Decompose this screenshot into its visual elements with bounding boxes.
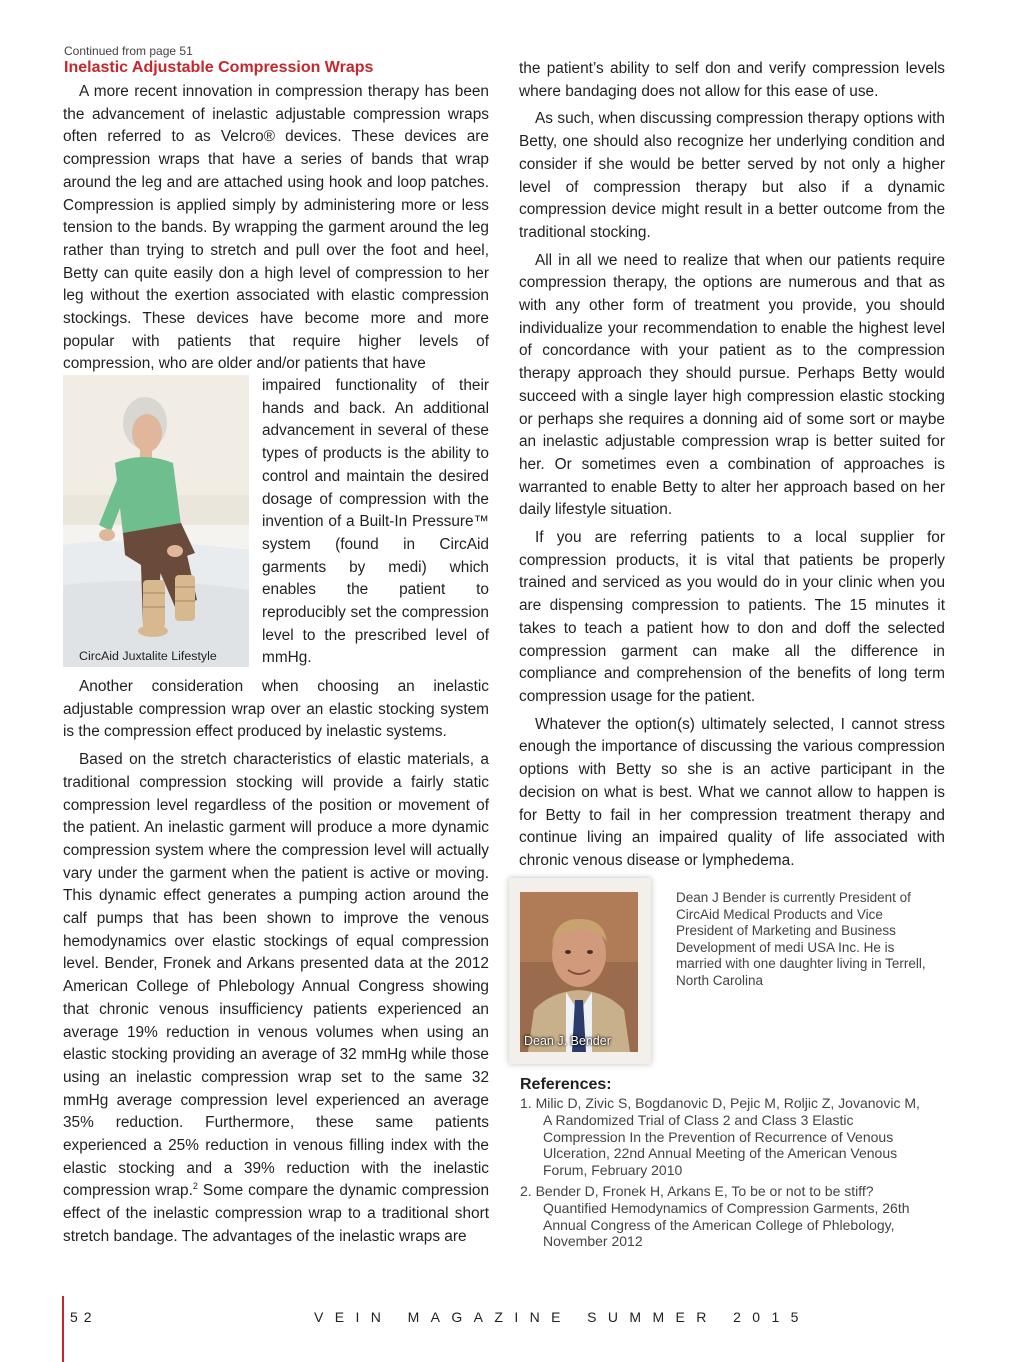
paragraph-stretch-text-a: Based on the stretch characteristics of elastic materials, a traditional compression stocking will provide a fairly static compression level regardless of the position or movement of the patient. An inelastic garment will produce a more dynamic compression system where the compression level will actually vary under the garment when the patient is active or moving. This dynamic effect generates a pumping action around the calf pumps that has been shown to improve the venous hemodynamics over elastic stockings of equal compression level. Bender, Fronek and Arkans presented data at the 2012 American College of Phlebology Annual Congress showing that chronic venous insufficiency patients experienced an average 19% reduction in venous volumes when using an elastic stocking providing an average of 32 mmHg while those using an inelastic compression wrap set to the same 32 mmHg average compression level experienced an average 35% reduction. Furthermore, these same patients experienced a 25% reduction in venous filling index with the elastic stocking and a 39% reduction with the inelastic compression wrap. bbox=[63, 751, 489, 1200]
author-photo bbox=[520, 892, 638, 1052]
reference-superscript: 2 bbox=[192, 1181, 198, 1192]
footer-magazine-title: VEIN MAGAZINE SUMMER 2015 bbox=[314, 1309, 810, 1325]
reference-item: 2. Bender D, Fronek H, Arkans E, To be or not to be stiff? Quantified Hemodynamics of Compression Garments, 26th Annual Congress of the American College of Phlebology, November 2012 bbox=[520, 1182, 910, 1250]
paragraph-another-consideration: Another consideration when choosing an inelastic adjustable compression wrap over an elastic stocking system is the compression effect produced by inelastic systems. bbox=[63, 678, 489, 741]
author-photo-caption: Dean J. Bender bbox=[524, 1034, 611, 1048]
paragraph-self-don: the patient’s ability to self don and verify compression levels where bandaging does not allow for this ease of use. bbox=[519, 60, 945, 100]
paragraph-whatever-option: Whatever the option(s) ultimately selected, I cannot stress enough the importance of discussing the various compression options with Betty so she is an active participant in the decision on what is best. What we cannot allow to happen is for Betty to fail in her compression treatment therapy and continue living an impaired quality of life associated with chronic venous disease or lymphedema. bbox=[519, 715, 945, 869]
references-list bbox=[520, 1095, 920, 1254]
photo-caption: CircAid Juxtalite Lifestyle bbox=[79, 649, 217, 663]
text-beside-photo bbox=[262, 375, 489, 670]
reference-item: 1. Milic D, Zivic S, Bogdanovic D, Pejic M, Roljic Z, Jovanovic M, A Randomized Trial of Class 2 and Class 3 Elastic Compression In the Prevention of Recurrence of Venous Ulceration, 22nd Annual Meeting of the American Venous Forum, February 2010 bbox=[520, 1095, 920, 1179]
paragraph-inelastic-intro-continued: impaired functionality of their hands and back. An additional advancement in several of these types of products is the ability to control and maintain the desired dosage of compression with the invention of a Built-In Pressure™ system (found in CircAid garments by medi) which enables the patient to reproducibly set the compression level to the prescribed level of mmHg. bbox=[262, 377, 489, 667]
paragraph-stretch-characteristics bbox=[63, 749, 489, 1248]
footer-accent-bar bbox=[62, 1296, 64, 1362]
left-column-top bbox=[63, 81, 489, 376]
paragraph-referring-patients: If you are referring patients to a local supplier for compression products, it is vital that patients be properly trained and serviced as you would do in your clinic when you are dispensing compression to patients. The 15 minutes it takes to teach a patient how to don and doff the selected compression garment can make all the difference in compliance and comprehension of the benefits of long term compression usage for the patient. bbox=[519, 529, 945, 705]
right-column bbox=[519, 58, 945, 873]
author-bio: Dean J Bender is currently President of CircAid Medical Products and Vice President of Marketing and Business Development of medi USA Inc. He is married with one daughter living in Terrell, North Carolina bbox=[676, 890, 926, 988]
circaid-lifestyle-photo bbox=[63, 375, 249, 667]
paragraph-stretch-text-b: Some compare the dynamic compression effect of the inelastic compression wrap to a traditional short stretch bandage. The advantages of the inelastic wraps are bbox=[63, 1182, 489, 1245]
continued-from-note: Continued from page 51 bbox=[64, 44, 193, 58]
section-title: Inelastic Adjustable Compression Wraps bbox=[64, 59, 374, 76]
page-number: 52 bbox=[70, 1309, 98, 1325]
references-heading: References: bbox=[520, 1076, 612, 1093]
author-photo-frame bbox=[509, 878, 651, 1064]
paragraph-as-such: As such, when discussing compression therapy options with Betty, one should also recognize her underlying condition and consider if she would be better served by not only a higher level of compression therapy but also if a dynamic compression device might result in a better outcome from the traditional stocking. bbox=[519, 110, 945, 241]
woman-applying-wrap-image bbox=[63, 375, 249, 667]
paragraph-all-in-all: All in all we need to realize that when our patients require compression therapy, the options are numerous and that as with any other form of treatment you provide, you should individualize your recommendation to enable the highest level of concordance with your patient as to the compression therapy approach they should pursue. Perhaps Betty would succeed with a single layer high compression elastic stocking or perhaps she requires a donning aid of some sort or maybe an inelastic adjustable compression wrap is better suited for her. Or sometimes even a combination of approaches is warranted to enable Betty to alter her approach based on her daily lifestyle situation. bbox=[519, 251, 945, 519]
paragraph-inelastic-intro: A more recent innovation in compression therapy has been the advancement of inelastic adjustable compression wraps often referred to as Velcro® devices. These devices are compression wraps that have a series of bands that wrap around the leg and are attached using hook and loop patches. Compression is applied simply by administering more or less tension to the bands. By wrapping the garment around the leg rather than trying to stretch and pull over the foot and heel, Betty can quite easily don a high level of compression to her leg without the exertion associated with elastic compression stockings. These devices have become more and more popular with patients that require higher levels of compression, who are older and/or patients that have bbox=[63, 83, 489, 373]
author-portrait-image bbox=[520, 892, 638, 1052]
left-column-bottom bbox=[63, 676, 489, 1249]
